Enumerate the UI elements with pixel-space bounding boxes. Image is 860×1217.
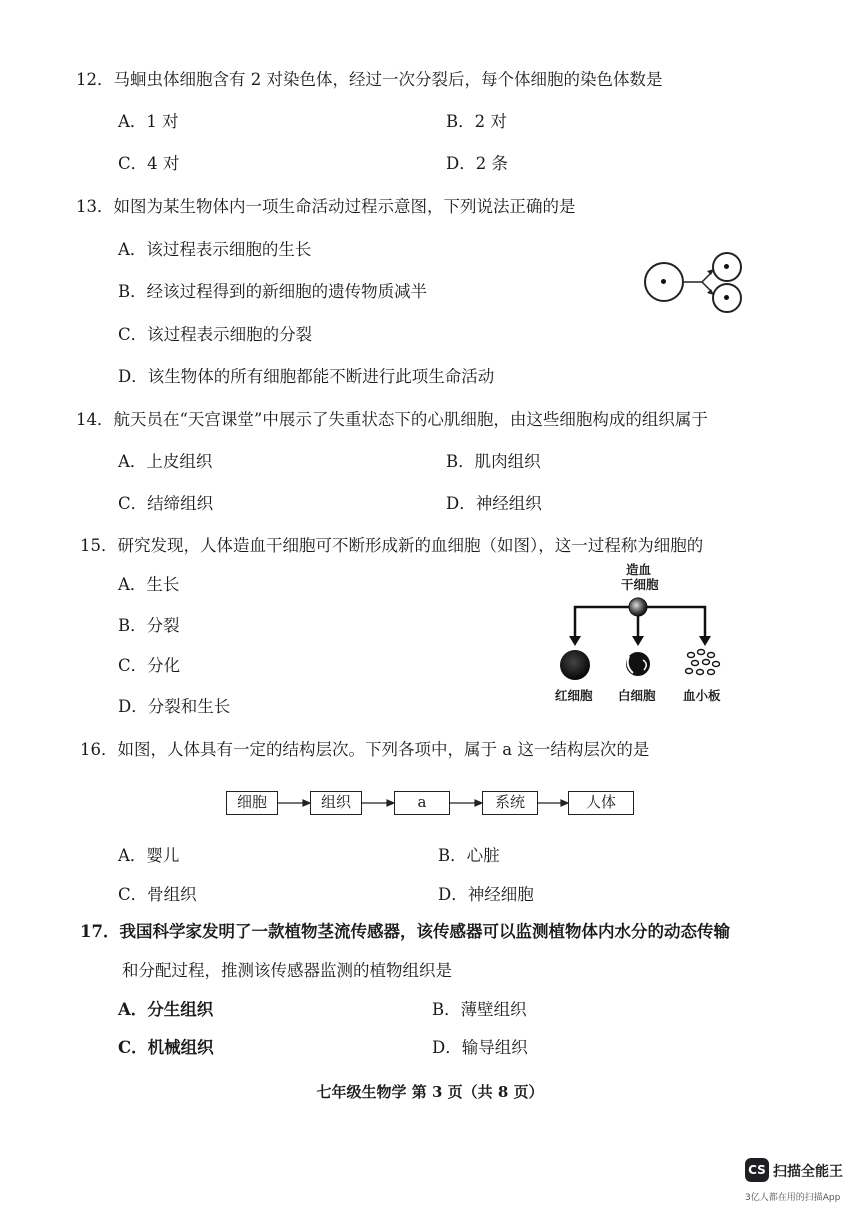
q17-stem-line1: 17．我国科学家发明了一款植物茎流传感器，该传感器可以监测植物体内水分的动态传输	[80, 922, 730, 941]
q15-option-c[interactable]: C．分化	[118, 656, 181, 675]
page-footer: 七年级生物学 第 3 页（共 8 页）	[316, 1083, 544, 1101]
q12-option-a[interactable]: A．1 对	[118, 112, 179, 131]
camscanner-logo-icon: CS	[745, 1158, 769, 1182]
flow-box-cell: 细胞	[226, 791, 278, 815]
structure-level-flow	[226, 791, 636, 817]
q16-option-a[interactable]: A．婴儿	[118, 846, 180, 865]
q14-option-b[interactable]: B．肌肉组织	[446, 452, 541, 471]
q12-stem: 12．马蛔虫体细胞含有 2 对染色体，经过一次分裂后，每个体细胞的染色体数是	[76, 70, 663, 89]
q17-option-b[interactable]: B．薄壁组织	[432, 1000, 527, 1019]
flow-box-a: a	[394, 791, 450, 815]
red-blood-cell-label: 红细胞	[555, 688, 593, 703]
daughter-cell-bottom	[712, 283, 742, 313]
daughter-cell-top	[712, 252, 742, 282]
q15-option-b[interactable]: B．分裂	[118, 616, 180, 635]
q16-option-b[interactable]: B．心脏	[438, 846, 500, 865]
q13-option-b[interactable]: B．经该过程得到的新细胞的遗传物质减半	[118, 282, 428, 301]
q15-option-d[interactable]: D．分裂和生长	[118, 697, 231, 716]
stem-cell-figure	[545, 560, 735, 705]
q12-option-d[interactable]: D．2 条	[446, 154, 508, 173]
flow-arrows	[226, 791, 636, 817]
stem-cell-label-1: 造血	[626, 562, 652, 577]
flow-box-system: 系统	[482, 791, 538, 815]
q16-option-c[interactable]: C．骨组织	[118, 885, 197, 904]
q16-option-d[interactable]: D．神经细胞	[438, 885, 534, 904]
q13-option-a[interactable]: A．该过程表示细胞的生长	[118, 240, 312, 259]
watermark-tagline: 3亿人都在用的扫描App	[745, 1193, 841, 1203]
q15-option-a[interactable]: A．生长	[118, 575, 180, 594]
q17-option-c[interactable]: C．机械组织	[118, 1038, 214, 1057]
q14-stem: 14．航天员在“天宫课堂”中展示了失重状态下的心肌细胞，由这些细胞构成的组织属于	[76, 410, 708, 429]
q12-option-b[interactable]: B．2 对	[446, 112, 507, 131]
q17-option-a[interactable]: A．分生组织	[118, 1000, 214, 1019]
q17-option-d[interactable]: D．输导组织	[432, 1038, 528, 1057]
watermark-app-name: 扫描全能王	[773, 1164, 843, 1180]
q14-option-d[interactable]: D．神经组织	[446, 494, 542, 513]
q12-option-c[interactable]: C．4 对	[118, 154, 180, 173]
q15-stem: 15．研究发现，人体造血干细胞可不断形成新的血细胞（如图），这一过程称为细胞的	[80, 536, 704, 555]
white-blood-cell-label: 白细胞	[618, 688, 656, 703]
platelet-label: 血小板	[683, 688, 721, 703]
q13-stem: 13．如图为某生物体内一项生命活动过程示意图，下列说法正确的是	[76, 197, 576, 216]
q14-option-c[interactable]: C．结缔组织	[118, 494, 214, 513]
q13-option-d[interactable]: D．该生物体的所有细胞都能不断进行此项生命活动	[118, 367, 495, 386]
daughter-nucleus-top	[724, 264, 729, 269]
cell-division-figure	[640, 250, 750, 320]
q16-stem: 16．如图，人体具有一定的结构层次。下列各项中，属于 a 这一结构层次的是	[80, 740, 650, 759]
stem-cell-label-2: 干细胞	[621, 577, 659, 592]
daughter-nucleus-bottom	[724, 295, 729, 300]
q14-option-a[interactable]: A．上皮组织	[118, 452, 213, 471]
q13-option-c[interactable]: C．该过程表示细胞的分裂	[118, 325, 313, 344]
differentiation-diagram	[545, 560, 735, 705]
q17-stem-line2: 和分配过程，推测该传感器监测的植物组织是	[122, 961, 452, 980]
flow-box-human: 人体	[568, 791, 634, 815]
flow-box-tissue: 组织	[310, 791, 362, 815]
